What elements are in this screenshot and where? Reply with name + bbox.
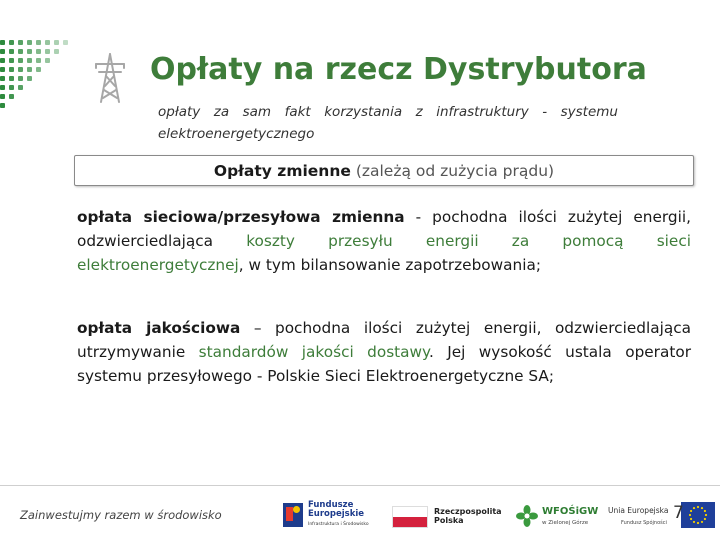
grid-dot bbox=[9, 94, 14, 99]
grid-dot bbox=[27, 49, 32, 54]
ue-logo-subtitle: Fundusz Spójności bbox=[621, 520, 667, 526]
eu-flag-icon bbox=[681, 502, 715, 528]
rzeczpospolita-polska-logo bbox=[392, 498, 502, 534]
grid-dot bbox=[27, 67, 32, 72]
grid-dot bbox=[36, 40, 41, 45]
grid-dot bbox=[54, 40, 59, 45]
grid-dot bbox=[0, 49, 5, 54]
grid-dot bbox=[9, 85, 14, 90]
eu-star bbox=[693, 521, 695, 523]
rp-logo-text: Rzeczpospolita Polska bbox=[434, 507, 502, 525]
eu-star bbox=[704, 518, 706, 520]
grid-dot bbox=[0, 58, 5, 63]
eu-star bbox=[701, 507, 703, 509]
eu-star bbox=[705, 514, 707, 516]
fe-logo-title: Fundusze Europejskie bbox=[308, 500, 365, 519]
grid-dot bbox=[45, 40, 50, 45]
wf-logo-subtitle: w Zielonej Górze bbox=[542, 520, 589, 526]
grid-dot bbox=[27, 76, 32, 81]
grid-dot bbox=[0, 40, 5, 45]
grid-dot bbox=[27, 40, 32, 45]
eu-star bbox=[697, 506, 699, 508]
grid-dot bbox=[0, 76, 5, 81]
grid-dot bbox=[36, 49, 41, 54]
grid-dot bbox=[27, 58, 32, 63]
paragraph-text: , w tym bilansowanie zapotrzebowania; bbox=[238, 256, 541, 274]
grid-dot bbox=[18, 76, 23, 81]
slide-subtitle: opłaty za sam fakt korzystania z infrastruktury - systemu elektroenergetycznego bbox=[158, 104, 618, 142]
grid-dot bbox=[9, 58, 14, 63]
grid-dot bbox=[45, 49, 50, 54]
footer-divider bbox=[0, 485, 720, 486]
grid-dot bbox=[45, 58, 50, 63]
grid-dot bbox=[9, 40, 14, 45]
grid-dot bbox=[54, 49, 59, 54]
highlight-text: koszty przesyłu energii za pomocą sieci elektroenergetycznej bbox=[77, 232, 691, 274]
unia-europejska-logo bbox=[603, 498, 715, 534]
paragraph-quality-fee bbox=[77, 316, 691, 388]
grid-dot bbox=[18, 85, 23, 90]
page-number: 7 bbox=[673, 503, 684, 523]
grid-dot bbox=[18, 40, 23, 45]
eu-star bbox=[693, 507, 695, 509]
footer-tagline: Zainwestujmy razem w środowisko bbox=[20, 508, 222, 522]
grid-dot bbox=[0, 67, 5, 72]
fundusze-europejskie-logo bbox=[283, 498, 383, 534]
eu-star bbox=[690, 510, 692, 512]
grid-dot bbox=[36, 58, 41, 63]
grid-dot bbox=[63, 40, 68, 45]
section-title-main: Opłaty zmienne bbox=[213, 162, 351, 180]
slide-title: Opłaty na rzecz Dystrybutora bbox=[150, 52, 647, 87]
grid-dot bbox=[36, 67, 41, 72]
term-network-fee: opłata sieciowa/przesyłowa zmienna bbox=[77, 208, 405, 226]
leaf-icon bbox=[516, 504, 538, 528]
section-header-box bbox=[74, 155, 694, 186]
decorative-dot-grid bbox=[0, 40, 75, 120]
wfosigw-logo bbox=[516, 498, 599, 534]
grid-dot bbox=[18, 67, 23, 72]
fe-logo-mark bbox=[283, 503, 303, 527]
polish-flag-icon bbox=[392, 506, 428, 528]
grid-dot bbox=[0, 85, 5, 90]
highlight-text: standardów jakości dostawy bbox=[198, 343, 429, 361]
paragraph-text: – pochodna ilości zużytej energii, odzwierciedlająca utrzymywanie bbox=[77, 319, 691, 361]
grid-dot bbox=[9, 49, 14, 54]
grid-dot bbox=[0, 94, 5, 99]
eu-star bbox=[689, 514, 691, 516]
wf-logo-text: WFOŚiGW bbox=[542, 506, 599, 517]
paragraph-text: . Jej wysokość ustala operator systemu przesyłowego - Polskie Sieci Elektroenergetyczne SA; bbox=[77, 343, 691, 385]
eu-star bbox=[690, 518, 692, 520]
grid-dot bbox=[9, 76, 14, 81]
grid-dot bbox=[9, 67, 14, 72]
grid-dot bbox=[18, 58, 23, 63]
eu-star bbox=[697, 522, 699, 524]
power-pylon-icon bbox=[92, 52, 128, 104]
section-title-note: (zależą od zużycia prądu) bbox=[350, 162, 555, 180]
paragraph-text: - pochodna ilości zużytej energii, odzwierciedlająca bbox=[77, 208, 691, 250]
eu-star bbox=[704, 510, 706, 512]
grid-dot bbox=[0, 103, 5, 108]
term-quality-fee: opłata jakościowa bbox=[77, 319, 241, 337]
grid-dot bbox=[18, 49, 23, 54]
fe-logo-subtitle: Infrastruktura i Środowisko bbox=[308, 522, 369, 527]
section-title bbox=[75, 162, 693, 180]
eu-star bbox=[701, 521, 703, 523]
ue-logo-text: Unia Europejska bbox=[608, 506, 669, 515]
paragraph-network-fee bbox=[77, 205, 691, 277]
